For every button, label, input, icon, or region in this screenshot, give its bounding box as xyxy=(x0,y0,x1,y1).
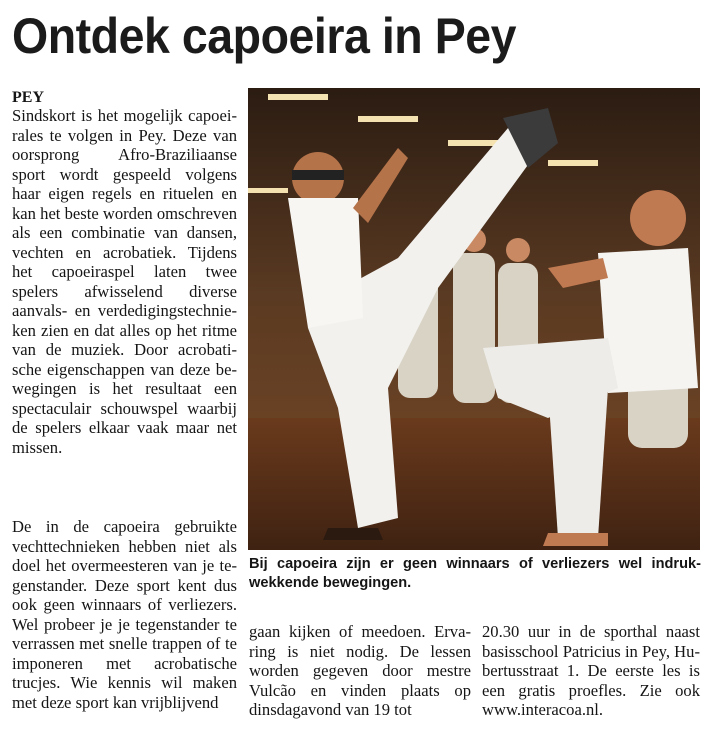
article-paragraph-4: 20.30 uur in de sporthal naast basisschool Patricius in Pey, Hubertusstraat 1. De eerste les is een gratis proefles. Zie ook www.interacoa.nl. xyxy=(482,622,700,719)
article-column-1-continued xyxy=(12,517,237,712)
headline: Ontdek capoeira in Pey xyxy=(12,8,517,64)
dateline: PEY xyxy=(12,89,44,106)
article-column-3 xyxy=(482,622,700,720)
article-paragraph-3: gaan kijken of meedoen. Ervaring is niet nodig. De lessen worden gegeven door mestre Vulcão en vinden plaats op dinsdagavond van 19 tot xyxy=(249,622,471,719)
article-column-1 xyxy=(12,106,237,457)
photo-caption: Bij capoeira zijn er geen winnaars of verliezers wel indrukwekkende bewegingen. xyxy=(249,556,701,591)
article-paragraph-1: Sindskort is het mogelijk capoeirales te volgen in Pey. Deze van oorsprong Afro-Braziliaanse sport wordt gespeeld volgens haar eigen regels en rituelen en kan het beste worden omschreven als een combinatie van dansen, vechten en acrobatiek. Tijdens het capoeiraspel laten twee spelers afwisselend diverse aanvals- en verdedigingstechnieken zien en dat alles op het ritme van de muziek. Door acrobatische eigenschappen van deze bewegingen is het resultaat een spectaculair schouwspel waarbij de spelers elkaar vaak maar net missen. xyxy=(12,106,237,457)
article-paragraph-2: De in de capoeira gebruikte vechttechnieken hebben niet als doel het overmeesteren van je tegenstander. Deze sport kent dus ook geen winnaars of verliezers. Wel probeer je je tegenstander te verrassen met snelle trappen of te imponeren met acrobatische trucjes. Wie kennis wil maken met deze sport kan vrijblijvend xyxy=(12,517,237,712)
capoeira-photo xyxy=(248,88,700,550)
capoeira-photo-illustration xyxy=(248,88,700,550)
article-column-2 xyxy=(249,622,471,720)
